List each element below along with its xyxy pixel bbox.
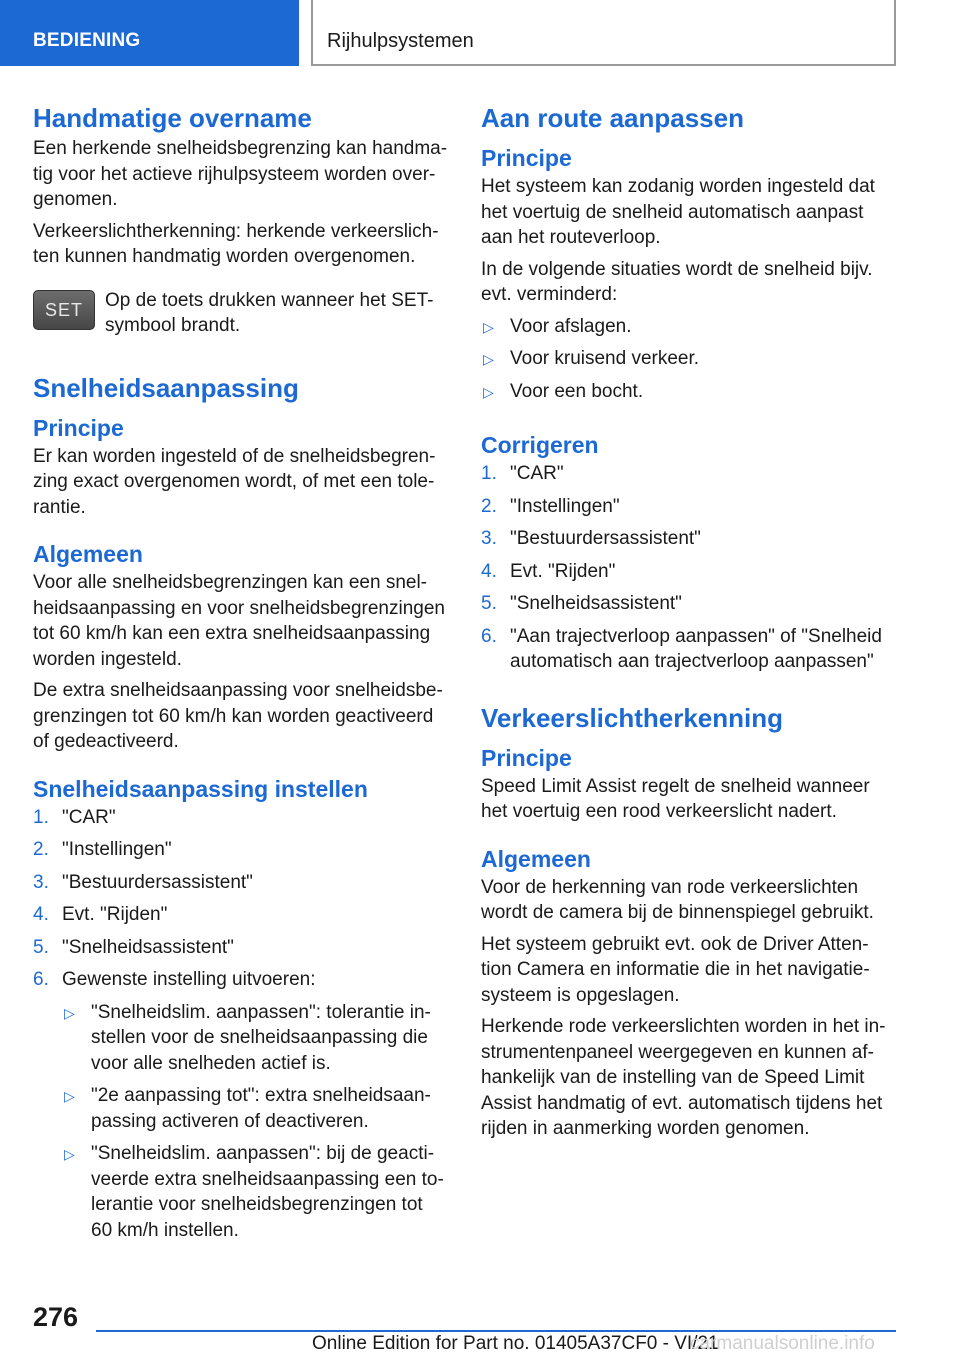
heading-speed-general: Algemeen [33,541,143,567]
manual-paragraph-1: Een herkende snelheidsbegrenzing kan handma-tig voor het actieve rijhulpsysteem worden over-genomen. [33,138,448,210]
heading-speed-adjustment: Snelheidsaanpassing [33,372,299,403]
triangle-bullet-icon: ▷ [483,351,494,367]
traffic-general-paragraph-2: Het systeem gebruikt evt. ook de Driver Atten-tion Camera en informatie die in het navigatie-systeem is opgeslagen. [481,933,870,1006]
triangle-bullet-icon: ▷ [483,383,494,400]
speed-principle-text: Er kan worden ingesteld of de snelheidsbegren-zing exact overgenomen wordt, of met een tole-rantie. [33,445,436,518]
page-number: 276 [33,1302,79,1332]
list-item: 1. "CAR" [33,806,116,828]
list-item: 4. Evt. "Rijden" [33,904,168,925]
traffic-general-paragraph-3: Herkende rode verkeerslichten worden in het in-strumentenpaneel weergegeven en kunnen af-hankelijk van de instelling van de Speed Limit Assist handmatig of evt. automatisch tijdens het rijden in aanmerking worden genomen. [481,1016,886,1139]
route-principle-paragraph-1: Het systeem kan zodanig worden ingesteld dat het voertuig de snelheid automatisch aanpast aan het routeverloop. [481,176,875,248]
list-item: 3. "Bestuurdersassistent" [33,871,253,893]
heading-traffic-light-recognition: Verkeerslichtherkenning [481,702,784,733]
traffic-general-paragraph-1: Voor de herkenning van rode verkeerslichten wordt de camera bij de binnenspiegel gebruikt. [481,876,874,923]
set-instruction [33,288,448,344]
triangle-bullet-icon: ▷ [483,318,494,335]
list-item: 6. "Aan trajectverloop aanpassen" of "Snelheid automatisch aan trajectverloop aanpassen" [481,625,882,672]
speed-general-paragraph-1: Voor alle snelheidsbegrenzingen kan een snel-heidsaanpassing en voor snelheidsbegrenzingen tot 60 km/h kan een extra snelheidsaanpassing worden ingesteld. [33,572,445,670]
list-item: 2. "Instellingen" [481,495,620,517]
list-item: ▷ "Snelheidslim. aanpassen": bij de geacti-veerde extra snelheidsaanpassing een to-lerantie voor snelheidsbegrenzingen tot 60 km/h instellen. [64,1143,444,1241]
heading-speed-principle: Principe [33,414,124,441]
chapter-tab [311,0,896,66]
heading-route-principle: Principe [481,145,572,171]
triangle-bullet-icon: ▷ [64,1088,75,1104]
set-button-icon: SET [33,290,95,330]
list-item: 2. "Instellingen" [33,839,172,860]
set-instruction-text: Op de toets drukken wanneer het SET-symbool brandt. [105,289,434,336]
section-tab [0,0,299,66]
route-correct-steps [481,461,896,675]
section-title: BEDIENING [33,30,141,51]
list-item: 6. Gewenste instelling uitvoeren: ▷ "Snelheidslim. aanpassen": tolerantie in-stellen voor de snelheidsaanpassing die voor alle snelheden actief is. ▷ "2e aanpassing tot": extra snelheidsaan-passing activeren of deactiveren. ▷ "Snelheidslim. aanpassen": bij de geacti-veerde extra snelheidsaanpassing een to-lerantie voor snelheidsbegrenzingen tot 60 km/h instellen. [33,967,448,1243]
heading-traffic-principle: Principe [481,744,572,771]
speed-settings-steps [33,805,448,1244]
footer-divider [96,1330,896,1332]
list-item: 4. Evt. "Rijden" [481,560,616,582]
list-item: 3. "Bestuurdersassistent" [481,528,701,549]
chapter-title: Rijhulpsystemen [327,30,474,52]
manual-paragraph-2: Verkeerslichtherkenning: herkende verkeerslich-ten kunnen handmatig worden overgenomen. [33,220,439,267]
page-header [0,0,960,66]
speed-settings-options [62,1000,448,1244]
left-column [33,100,448,1250]
heading-route-correct: Corrigeren [481,432,599,458]
list-item: ▷ Voor kruisend verkeer. [481,346,896,372]
triangle-bullet-icon: ▷ [64,1004,75,1021]
heading-traffic-general: Algemeen [481,845,591,872]
list-item: ▷ Voor afslagen. [481,314,896,340]
triangle-bullet-icon: ▷ [64,1146,75,1162]
route-principle-paragraph-2: In de volgende situaties wordt de snelheid bijv. evt. verminderd: [481,258,873,305]
list-item: ▷ Voor een bocht. [481,379,896,405]
list-item: ▷ "2e aanpassing tot": extra snelheidsaan-passing activeren of deactiveren. [64,1085,431,1132]
right-column [481,100,896,1142]
heading-manual-takeover: Handmatige overname [33,103,312,133]
traffic-principle-text: Speed Limit Assist regelt de snelheid wanneer het voertuig een rood verkeerslicht nadert. [481,775,870,822]
speed-general-paragraph-2: De extra snelheidsaanpassing voor snelheidsbe-grenzingen tot 60 km/h kan worden geactiveerd of gedeactiveerd. [33,680,443,752]
list-item: ▷ "Snelheidslim. aanpassen": tolerantie in-stellen voor de snelheidsaanpassing die voor alle snelheden actief is. [64,1001,431,1074]
route-situations [481,314,896,405]
heading-route-adjust: Aan route aanpassen [481,103,744,133]
list-item: 1. "CAR" [481,463,564,484]
watermark-text: carmanualsonline.info [690,1333,875,1354]
list-item: 5. "Snelheidsassistent" [481,593,682,614]
heading-speed-settings: Snelheidsaanpassing instellen [33,775,368,802]
list-item: 5. "Snelheidsassistent" [33,936,234,958]
edition-text: Online Edition for Part no. 01405A37CF0 - VI/21 [312,1333,719,1354]
